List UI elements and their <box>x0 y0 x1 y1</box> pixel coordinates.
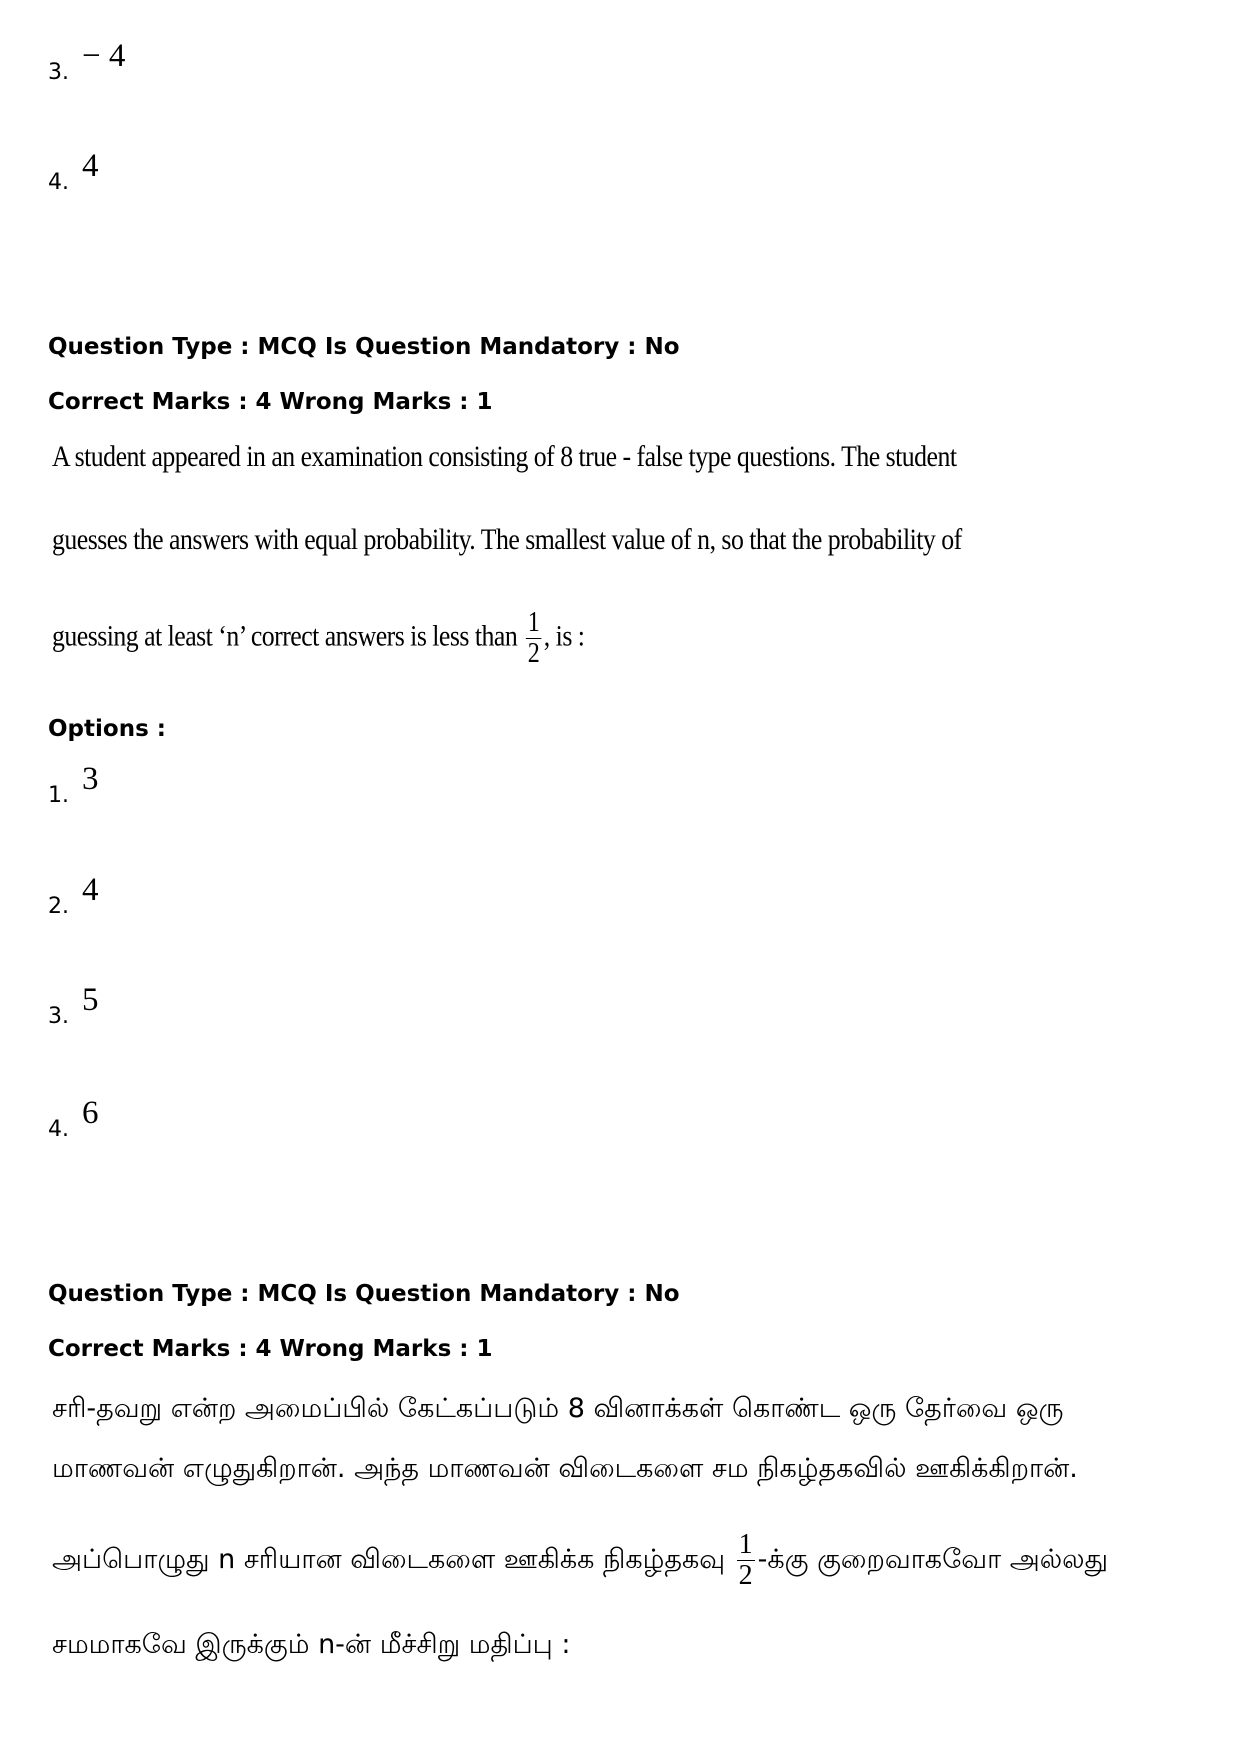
fraction-one-half <box>526 608 541 669</box>
option-1 <box>48 763 99 807</box>
option-value: 4 <box>82 148 99 184</box>
option-number: 2. <box>48 894 69 919</box>
marks-line: Correct Marks : 4 Wrong Marks : 1 <box>48 389 493 415</box>
tamil-question-part: -க்கு குறைவாகவோ அல்லது <box>757 1544 1109 1575</box>
option-number: 4. <box>48 1117 69 1142</box>
question-type-line: Question Type : MCQ Is Question Mandatory : No <box>48 1281 680 1307</box>
option-number: 3. <box>48 60 69 85</box>
question-text-part: guessing at least ‘n’ correct answers is less than <box>52 619 518 653</box>
fraction-one-half <box>737 1530 755 1591</box>
question-text-part: , is : <box>543 619 585 653</box>
fraction-denominator: 2 <box>738 1560 753 1591</box>
tamil-question-part: அப்பொழுது n சரியான விடைகளை ஊகிக்க நிகழ்தகவு <box>52 1544 726 1575</box>
question-text-line-3 <box>52 608 584 669</box>
tamil-question-line-3 <box>52 1530 1108 1591</box>
option-number: 4. <box>48 170 69 195</box>
marks-line: Correct Marks : 4 Wrong Marks : 1 <box>48 1336 493 1362</box>
option-number: 3. <box>48 1004 69 1029</box>
fraction-denominator: 2 <box>527 638 540 669</box>
option-4-prev <box>48 150 99 194</box>
tamil-question-line-1: சரி-தவறு என்ற அமைப்பில் கேட்கப்படும் 8 வினாக்கள் கொண்ட ஒரு தேர்வை ஒரு <box>52 1393 1064 1424</box>
tamil-question-line-4: சமமாகவே இருக்கும் n-ன் மீச்சிறு மதிப்பு : <box>52 1629 571 1660</box>
question-type-line: Question Type : MCQ Is Question Mandatory : No <box>48 334 680 360</box>
option-4 <box>48 1097 99 1141</box>
fraction-numerator: 1 <box>527 607 540 638</box>
fraction-numerator: 1 <box>738 1529 753 1560</box>
option-value: − 4 <box>82 38 126 74</box>
option-2 <box>48 874 99 918</box>
question-text-line-1: A student appeared in an examination consisting of 8 true - false type questions. The student <box>52 440 957 473</box>
option-number: 1. <box>48 783 69 808</box>
tamil-question-line-2: மாணவன் எழுதுகிறான். அந்த மாணவன் விடைகளை சம நிகழ்தகவில் ஊகிக்கிறான். <box>52 1453 1078 1484</box>
question-text-line-2: guesses the answers with equal probability. The smallest value of n, so that the probability of <box>52 523 962 556</box>
option-value: 6 <box>82 1095 99 1131</box>
option-3 <box>48 984 99 1028</box>
option-value: 5 <box>82 982 99 1018</box>
option-3-prev <box>48 40 125 84</box>
option-value: 4 <box>82 872 99 908</box>
option-value: 3 <box>82 761 99 797</box>
options-label: Options : <box>48 716 166 742</box>
